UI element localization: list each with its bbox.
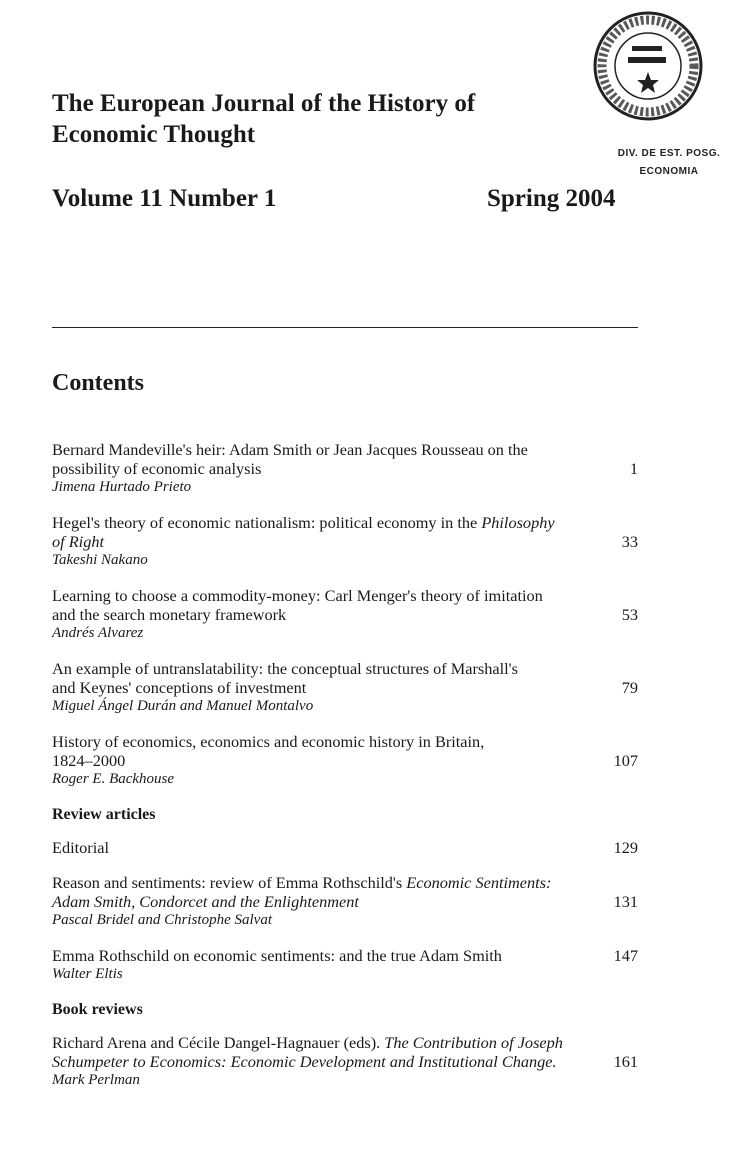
contents-list	[52, 440, 638, 1106]
entry-title-line2: 1824–2000	[52, 751, 126, 770]
header-divider	[52, 327, 638, 328]
toc-entry	[52, 732, 638, 789]
entry-title-line2: Adam Smith, Condorcet and the Enlightenment	[52, 892, 359, 911]
toc-entry-editorial	[52, 838, 638, 857]
toc-entry	[52, 586, 638, 643]
toc-entry	[52, 440, 638, 497]
entry-author: Andrés Alvarez	[52, 625, 144, 641]
page-number: 79	[621, 678, 638, 697]
entry-title-line2: Schumpeter to Economics: Economic Development and Institutional Change.	[52, 1052, 557, 1071]
toc-entry	[52, 873, 638, 930]
entry-title-line2: possibility of economic analysis	[52, 459, 262, 478]
journal-title	[52, 88, 592, 150]
entry-title-line1: Richard Arena and Cécile Dangel-Hagnauer (eds). The Contribution of Joseph	[52, 1033, 563, 1052]
entry-title-line1: History of economics, economics and economic history in Britain,	[52, 732, 485, 751]
entry-title: Editorial	[52, 838, 109, 857]
journal-title-line2: Economic Thought	[52, 121, 256, 148]
review-articles-heading: Review articles	[52, 806, 156, 823]
entry-title-line1: Learning to choose a commodity-money: Carl Menger's theory of imitation	[52, 586, 543, 605]
entry-title-line2: and Keynes' conceptions of investment	[52, 678, 307, 697]
entry-author: Roger E. Backhouse	[52, 771, 175, 787]
page-number: 107	[613, 751, 638, 770]
page-number: 53	[621, 605, 638, 624]
entry-author: Pascal Bridel and Christophe Salvat	[52, 912, 272, 928]
library-stamp-icon	[592, 10, 704, 122]
toc-entry	[52, 513, 638, 570]
page-number: 1	[629, 459, 638, 478]
toc-entry	[52, 659, 638, 716]
issue-season: Spring 2004	[487, 185, 616, 212]
entry-title-line1: Hegel's theory of economic nationalism: political economy in the Philosophy	[52, 513, 555, 532]
entry-title-line1: Bernard Mandeville's heir: Adam Smith or Jean Jacques Rousseau on the	[52, 440, 528, 459]
entry-title-line2: of Right	[52, 532, 105, 551]
entry-title-line1: An example of untranslatability: the conceptual structures of Marshall's	[52, 659, 518, 678]
entry-author: Takeshi Nakano	[52, 552, 148, 568]
stamp-text-line2: ECONOMIA	[639, 166, 699, 177]
entry-author: Jimena Hurtado Prieto	[52, 479, 192, 495]
book-reviews-heading: Book reviews	[52, 1001, 143, 1018]
entry-author: Miguel Ángel Durán and Manuel Montalvo	[52, 698, 314, 714]
contents-heading: Contents	[52, 370, 145, 396]
entry-title: Emma Rothschild on economic sentiments: and the true Adam Smith	[52, 946, 502, 965]
entry-title-line1: Reason and sentiments: review of Emma Rothschild's Economic Sentiments:	[52, 873, 552, 892]
journal-title-line1: The European Journal of the History of	[52, 90, 476, 117]
page-number: 129	[613, 838, 638, 857]
volume-number: Volume 11 Number 1	[52, 185, 277, 212]
entry-author: Walter Eltis	[52, 966, 123, 982]
stamp-text-line1: DIV. DE EST. POSG.	[617, 148, 721, 159]
page-number: 147	[613, 946, 638, 965]
page-number: 161	[613, 1052, 638, 1071]
entry-title-line2: and the search monetary framework	[52, 605, 287, 624]
page-number: 33	[621, 532, 638, 551]
entry-author: Mark Perlman	[52, 1072, 140, 1088]
toc-entry	[52, 1033, 638, 1090]
page-number: 131	[613, 892, 638, 911]
toc-entry	[52, 946, 638, 984]
